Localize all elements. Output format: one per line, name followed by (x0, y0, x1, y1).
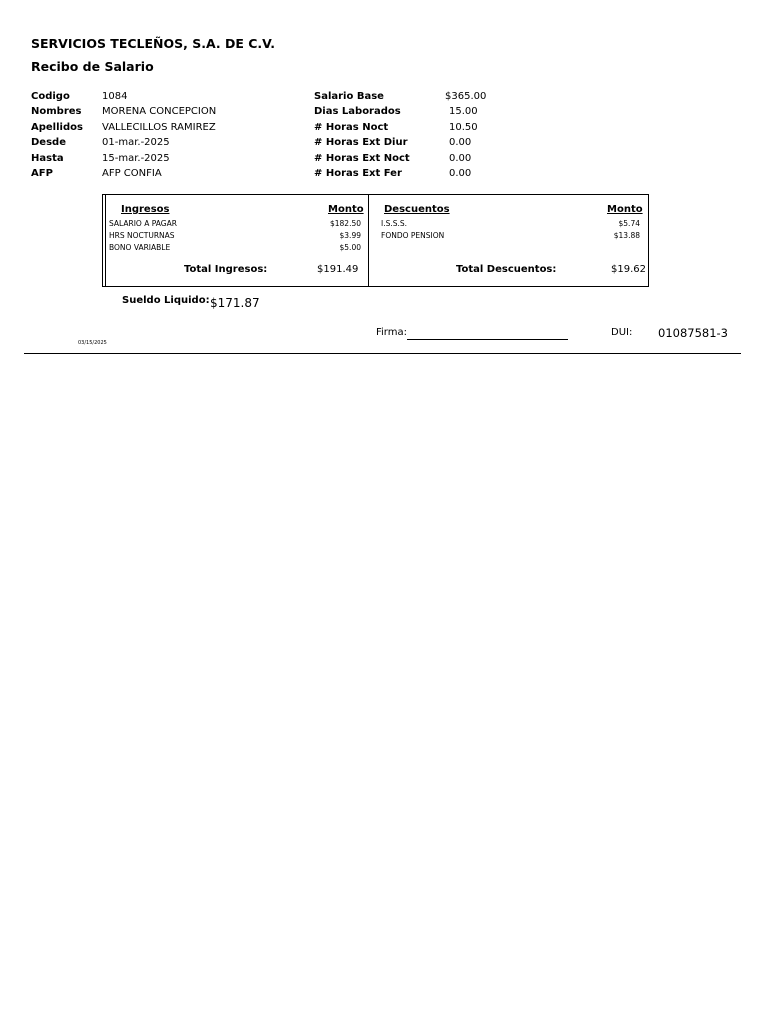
period-to-value: 15-mar.-2025 (102, 153, 170, 164)
table-inner-border (105, 195, 106, 286)
extra-day-hours-value: 0.00 (449, 137, 472, 148)
extra-night-hours-label: # Horas Ext Noct (314, 153, 410, 164)
extra-day-hours-label: # Horas Ext Diur (314, 137, 408, 148)
afp-value: AFP CONFIA (102, 168, 162, 179)
deductions-total-value: $19.62 (611, 264, 646, 275)
employee-names-value: MORENA CONCEPCION (102, 106, 217, 117)
deductions-total-label: Total Descuentos: (456, 264, 557, 275)
earning-item-label: BONO VARIABLE (109, 243, 171, 252)
extra-night-hours-value: 0.00 (449, 153, 472, 164)
deduction-item-amount: $5.74 (618, 219, 640, 228)
company-name: SERVICIOS TECLEÑOS, S.A. DE C.V. (31, 36, 275, 51)
earning-item-amount: $5.00 (339, 243, 361, 252)
extra-holiday-hours-label: # Horas Ext Fer (314, 168, 402, 179)
extra-holiday-hours-value: 0.00 (449, 168, 472, 179)
employee-surnames-value: VALLECILLOS RAMIREZ (102, 122, 216, 133)
deduction-item-amount: $13.88 (613, 231, 640, 240)
period-from-label: Desde (31, 137, 66, 148)
earnings-total-label: Total Ingresos: (184, 264, 268, 275)
print-date: 03/15/2025 (78, 340, 107, 346)
document-title: Recibo de Salario (31, 59, 154, 74)
earning-item-label: HRS NOCTURNAS (109, 231, 175, 240)
net-pay-label: Sueldo Liquido: (122, 295, 210, 306)
night-hours-label: # Horas Noct (314, 122, 389, 133)
earnings-deductions-table (102, 194, 649, 287)
earnings-header: Ingresos (121, 204, 170, 215)
employee-names-label: Nombres (31, 106, 82, 117)
dui-label: DUI: (611, 327, 633, 338)
earnings-amount-header: Monto (328, 204, 364, 215)
earning-item-amount: $3.99 (339, 231, 361, 240)
period-from-value: 01-mar.-2025 (102, 137, 170, 148)
afp-label: AFP (31, 168, 53, 179)
days-worked-label: Dias Laborados (314, 106, 401, 117)
deductions-amount-header: Monto (607, 204, 643, 215)
net-pay-value: $171.87 (210, 296, 260, 310)
table-divider (368, 195, 369, 286)
dui-value: 01087581-3 (658, 326, 728, 340)
employee-code-value: 1084 (102, 91, 128, 102)
base-salary-value: $365.00 (445, 91, 487, 102)
earnings-total-value: $191.49 (317, 264, 359, 275)
page-divider (24, 353, 741, 354)
deductions-header: Descuentos (384, 204, 450, 215)
base-salary-label: Salario Base (314, 91, 384, 102)
days-worked-value: 15.00 (449, 106, 478, 117)
earning-item-label: SALARIO A PAGAR (109, 219, 177, 228)
period-to-label: Hasta (31, 153, 64, 164)
deduction-item-label: I.S.S.S. (381, 219, 408, 228)
employee-surnames-label: Apellidos (31, 122, 83, 133)
earning-item-amount: $182.50 (329, 219, 361, 228)
deduction-item-label: FONDO PENSION (381, 231, 445, 240)
signature-label: Firma: (376, 327, 407, 338)
night-hours-value: 10.50 (449, 122, 478, 133)
signature-line (407, 339, 568, 340)
employee-code-label: Codigo (31, 91, 70, 102)
